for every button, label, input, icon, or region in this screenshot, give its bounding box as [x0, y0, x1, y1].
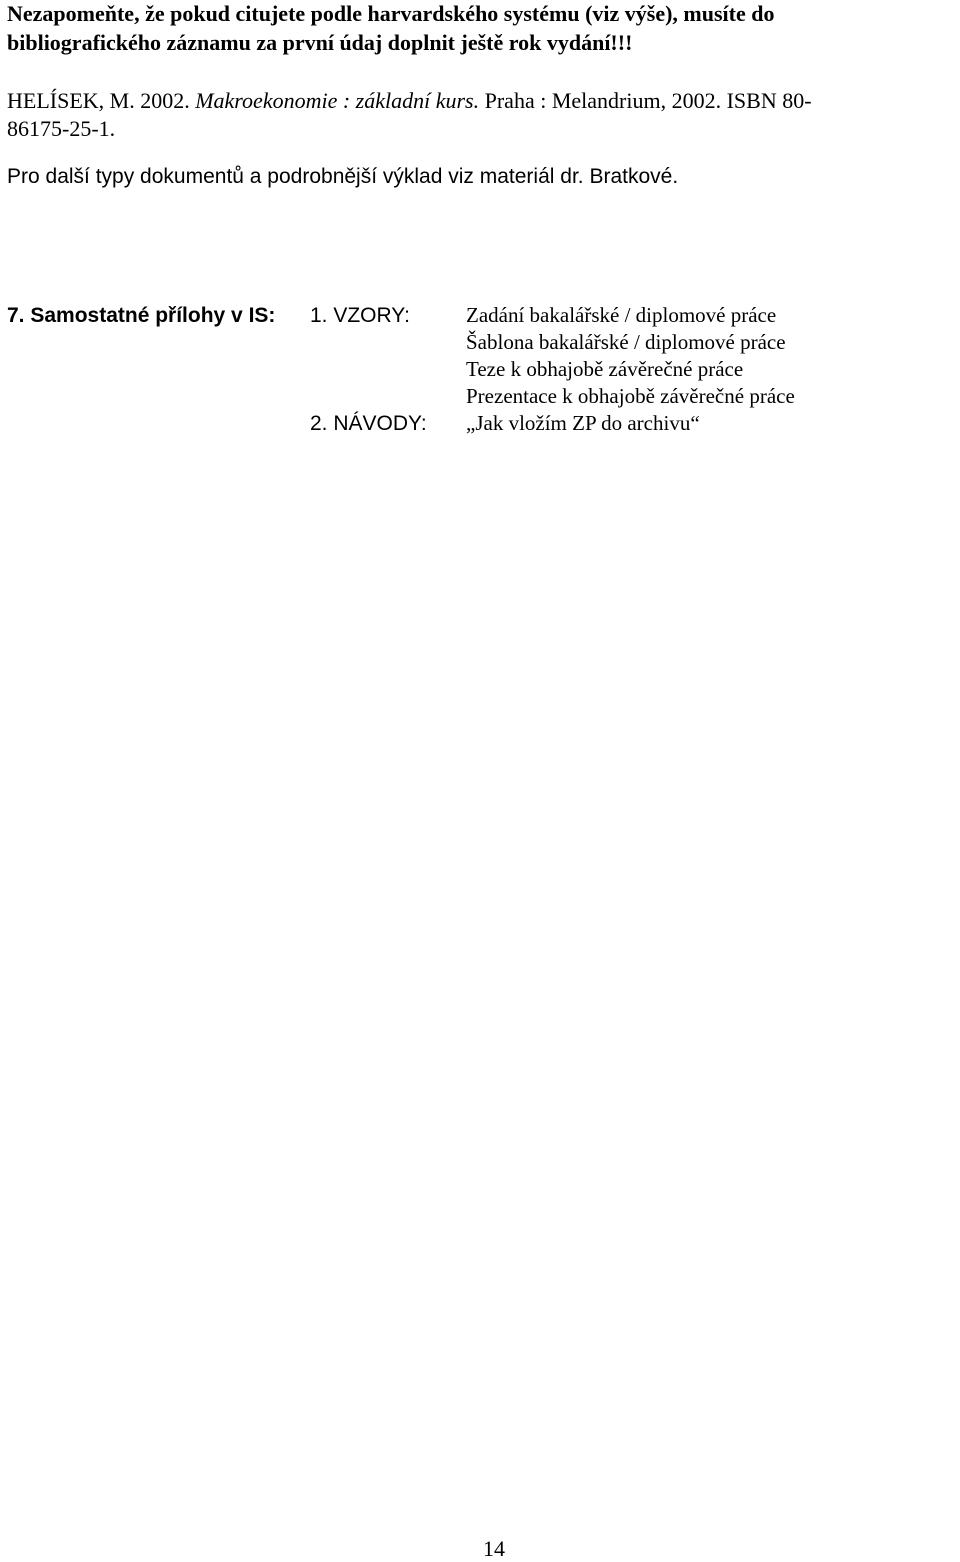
citation-line-1: [7, 87, 812, 114]
page-number: 14: [483, 1536, 505, 1561]
notice-line-1: Nezapomeňte, že pokud citujete podle harvardského systému (viz výše), musíte do: [7, 1, 775, 26]
more-info-note: Pro další typy dokumentů a podrobnější výklad viz materiál dr. Bratkové.: [7, 165, 679, 188]
section-7-heading: 7. Samostatné přílohy v IS:: [7, 304, 276, 327]
citation-isbn-continuation: 86175-25-1.: [7, 116, 116, 141]
citation-publisher: Praha : Melandrium, 2002. ISBN 80-: [479, 88, 812, 113]
vzory-item: Prezentace k obhajobě závěrečné práce: [466, 384, 795, 408]
vzory-item: Teze k obhajobě závěrečné práce: [466, 357, 744, 381]
notice-line-2: bibliografického záznamu za první údaj doplnit ještě rok vydání!!!: [7, 30, 633, 55]
vzory-item: Zadání bakalářské / diplomové práce: [466, 303, 777, 327]
vzory-item: Šablona bakalářské / diplomové práce: [466, 330, 786, 354]
group-label-navody: 2. NÁVODY:: [310, 412, 427, 435]
group-label-vzory: 1. VZORY:: [310, 304, 410, 327]
citation-title: Makroekonomie : základní kurs.: [195, 88, 480, 113]
navody-item: „Jak vložím ZP do archivu“: [466, 411, 700, 435]
citation-author-year: HELÍSEK, M. 2002.: [7, 88, 196, 113]
